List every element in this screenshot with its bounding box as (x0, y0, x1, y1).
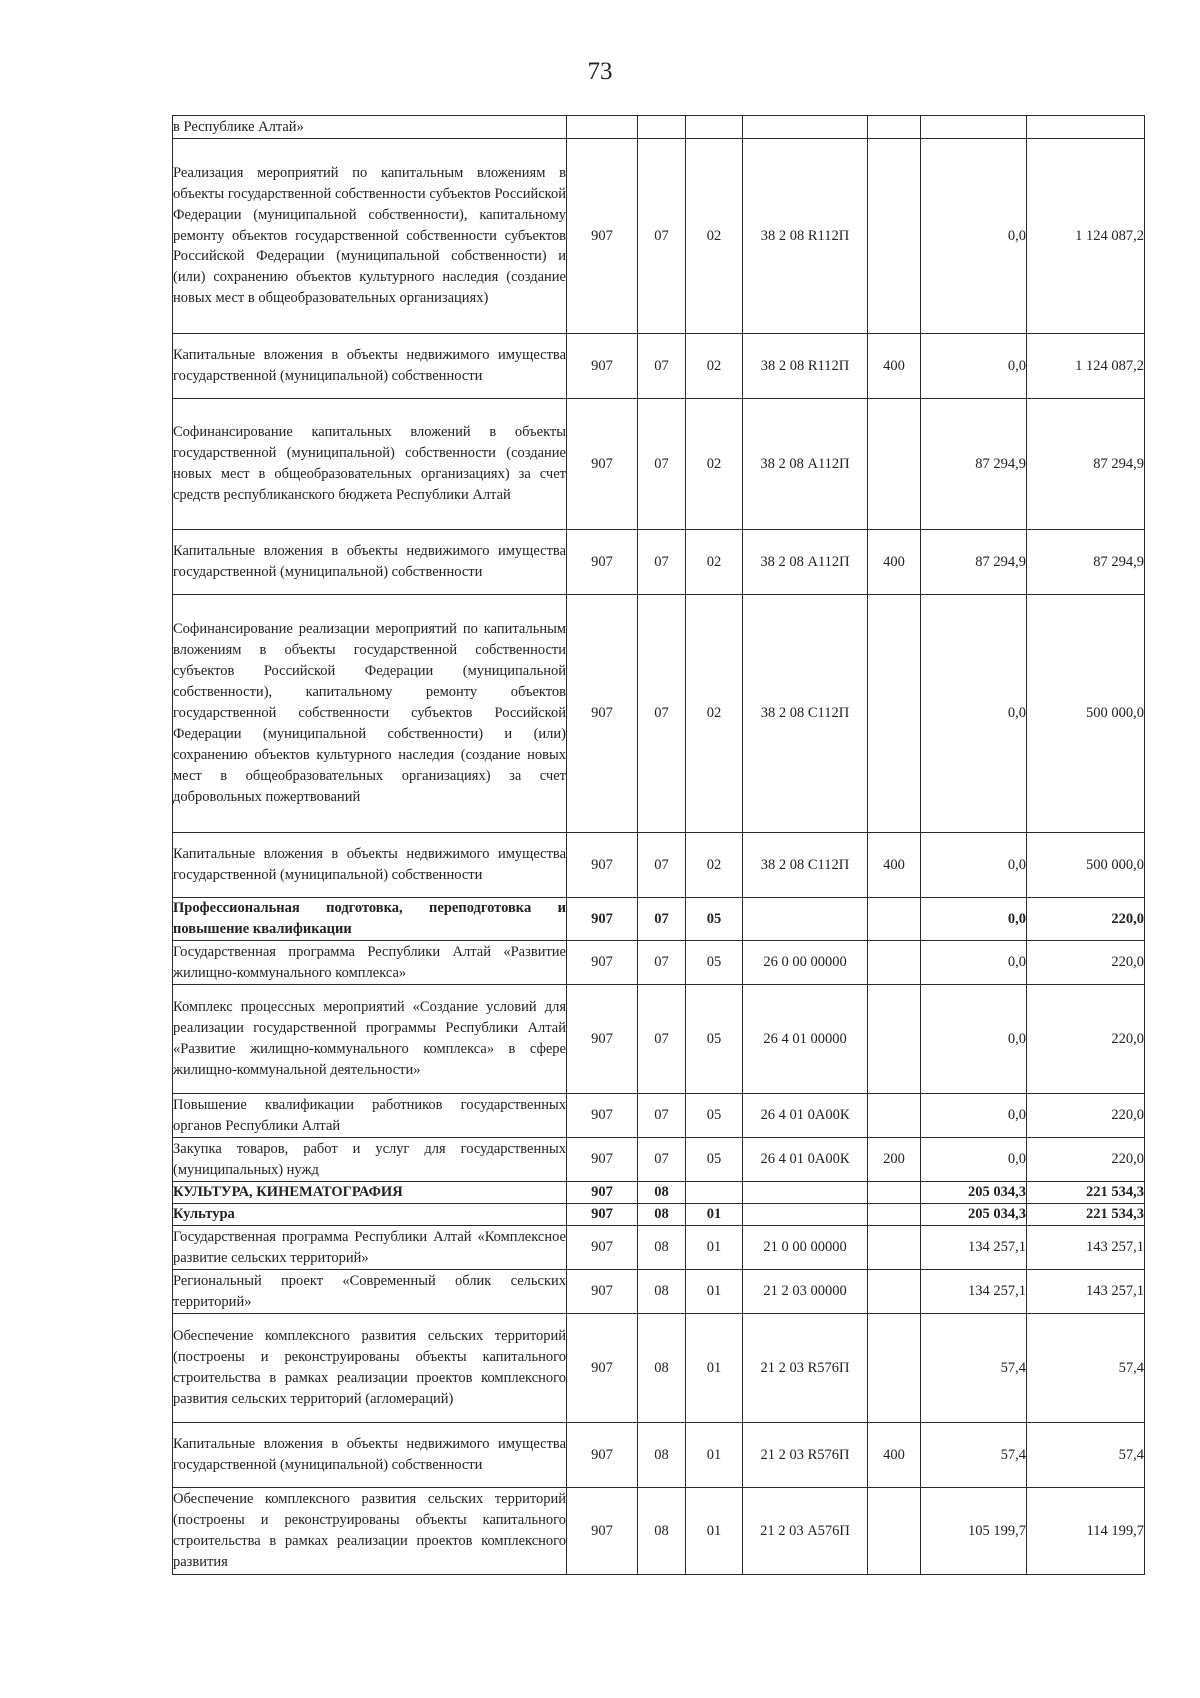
row-vr-cell (868, 1314, 921, 1423)
row-name-cell: Комплекс процессных мероприятий «Создание условий для реализации государственной программы Республики Алтай «Развитие жилищно-коммунального комплекса» в сфере жилищно-коммунальной деятельности» (173, 985, 567, 1094)
row-rz-cell: 07 (638, 399, 686, 530)
row-csr-cell: 38 2 08 R112П (743, 139, 868, 334)
table-row (173, 1094, 1145, 1138)
table-row (173, 1423, 1145, 1488)
row-sum1-cell: 0,0 (921, 985, 1027, 1094)
row-sum1-cell: 0,0 (921, 595, 1027, 833)
row-gr-cell (567, 116, 638, 139)
row-sum2-cell: 220,0 (1027, 1094, 1145, 1138)
row-pr-cell: 01 (686, 1204, 743, 1226)
row-name-cell: Повышение квалификации работников государственных органов Республики Алтай (173, 1094, 567, 1138)
row-pr-cell: 05 (686, 898, 743, 941)
row-sum2-cell: 221 534,3 (1027, 1204, 1145, 1226)
table-row (173, 595, 1145, 833)
table-row (173, 833, 1145, 898)
row-pr-cell: 05 (686, 985, 743, 1094)
row-rz-cell: 07 (638, 1138, 686, 1182)
row-rz-cell: 07 (638, 1094, 686, 1138)
table-row (173, 139, 1145, 334)
row-gr-cell: 907 (567, 334, 638, 399)
row-sum1-cell: 0,0 (921, 1094, 1027, 1138)
row-gr-cell: 907 (567, 941, 638, 985)
row-sum1-cell: 205 034,3 (921, 1182, 1027, 1204)
row-vr-cell: 400 (868, 530, 921, 595)
row-name-cell: Софинансирование капитальных вложений в объекты государственной (муниципальной) собственности (создание новых мест в общеобразовательных организациях) за счет средств республиканского бюджета Республики Алтай (173, 399, 567, 530)
row-sum2-cell: 1 124 087,2 (1027, 139, 1145, 334)
row-pr-cell: 02 (686, 595, 743, 833)
row-rz-cell: 07 (638, 985, 686, 1094)
row-rz-cell: 07 (638, 595, 686, 833)
row-name-cell: Региональный проект «Современный облик сельских территорий» (173, 1270, 567, 1314)
row-pr-cell (686, 1182, 743, 1204)
row-csr-cell: 26 4 01 0А00К (743, 1094, 868, 1138)
row-gr-cell: 907 (567, 1182, 638, 1204)
row-sum2-cell: 220,0 (1027, 898, 1145, 941)
row-vr-cell (868, 139, 921, 334)
row-rz-cell: 08 (638, 1204, 686, 1226)
row-sum2-cell: 57,4 (1027, 1423, 1145, 1488)
row-rz-cell: 07 (638, 139, 686, 334)
row-sum1-cell: 134 257,1 (921, 1226, 1027, 1270)
row-sum1-cell: 0,0 (921, 139, 1027, 334)
row-sum2-cell: 220,0 (1027, 941, 1145, 985)
row-name-cell: Обеспечение комплексного развития сельских территорий (построены и реконструированы объекты капитального строительства в рамках реализации проектов комплексного развития сельских территорий (агломераций) (173, 1314, 567, 1423)
row-sum2-cell: 87 294,9 (1027, 399, 1145, 530)
row-rz-cell: 08 (638, 1314, 686, 1423)
row-gr-cell: 907 (567, 1204, 638, 1226)
table-row (173, 898, 1145, 941)
row-gr-cell: 907 (567, 1226, 638, 1270)
row-pr-cell: 01 (686, 1314, 743, 1423)
row-sum1-cell: 0,0 (921, 1138, 1027, 1182)
row-pr-cell: 01 (686, 1423, 743, 1488)
row-pr-cell: 05 (686, 1094, 743, 1138)
row-csr-cell: 21 2 03 А576П (743, 1488, 868, 1575)
row-name-cell: Капитальные вложения в объекты недвижимого имущества государственной (муниципальной) собственности (173, 334, 567, 399)
row-gr-cell: 907 (567, 833, 638, 898)
row-rz-cell: 08 (638, 1182, 686, 1204)
row-gr-cell: 907 (567, 1488, 638, 1575)
row-csr-cell (743, 898, 868, 941)
row-name-cell: Профессиональная подготовка, переподготовка и повышение квалификации (173, 898, 567, 941)
row-pr-cell: 01 (686, 1488, 743, 1575)
row-gr-cell: 907 (567, 898, 638, 941)
row-vr-cell: 400 (868, 334, 921, 399)
table-row (173, 1204, 1145, 1226)
row-vr-cell (868, 898, 921, 941)
row-rz-cell: 07 (638, 833, 686, 898)
row-rz-cell (638, 116, 686, 139)
table-row (173, 1182, 1145, 1204)
row-gr-cell: 907 (567, 139, 638, 334)
row-gr-cell: 907 (567, 1094, 638, 1138)
row-pr-cell: 01 (686, 1270, 743, 1314)
table-row (173, 334, 1145, 399)
row-name-cell: Капитальные вложения в объекты недвижимого имущества государственной (муниципальной) собственности (173, 530, 567, 595)
row-sum1-cell: 105 199,7 (921, 1488, 1027, 1575)
row-pr-cell: 05 (686, 1138, 743, 1182)
row-name-cell: Культура (173, 1204, 567, 1226)
row-sum1-cell: 134 257,1 (921, 1270, 1027, 1314)
row-name-cell: КУЛЬТУРА, КИНЕМАТОГРАФИЯ (173, 1182, 567, 1204)
table-row (173, 1226, 1145, 1270)
row-vr-cell: 400 (868, 1423, 921, 1488)
row-csr-cell: 21 2 03 R576П (743, 1423, 868, 1488)
table-row (173, 1488, 1145, 1575)
row-rz-cell: 08 (638, 1488, 686, 1575)
table-row (173, 985, 1145, 1094)
row-vr-cell (868, 941, 921, 985)
row-sum1-cell: 57,4 (921, 1314, 1027, 1423)
row-sum2-cell: 220,0 (1027, 1138, 1145, 1182)
row-csr-cell: 21 0 00 00000 (743, 1226, 868, 1270)
row-sum2-cell: 500 000,0 (1027, 595, 1145, 833)
budget-table-body (173, 116, 1145, 1575)
row-pr-cell: 02 (686, 833, 743, 898)
row-sum1-cell: 87 294,9 (921, 399, 1027, 530)
row-gr-cell: 907 (567, 985, 638, 1094)
row-csr-cell: 26 4 01 0А00К (743, 1138, 868, 1182)
table-row (173, 1138, 1145, 1182)
row-pr-cell: 05 (686, 941, 743, 985)
row-sum2-cell: 221 534,3 (1027, 1182, 1145, 1204)
row-pr-cell: 02 (686, 530, 743, 595)
row-name-cell: Государственная программа Республики Алтай «Развитие жилищно-коммунального комплекса» (173, 941, 567, 985)
row-csr-cell: 38 2 08 С112П (743, 833, 868, 898)
row-pr-cell: 01 (686, 1226, 743, 1270)
row-sum1-cell: 0,0 (921, 941, 1027, 985)
row-pr-cell (686, 116, 743, 139)
row-name-cell: Закупка товаров, работ и услуг для государственных (муниципальных) нужд (173, 1138, 567, 1182)
row-sum1-cell: 0,0 (921, 334, 1027, 399)
row-vr-cell (868, 116, 921, 139)
row-vr-cell: 400 (868, 833, 921, 898)
row-name-cell: Софинансирование реализации мероприятий по капитальным вложениям в объекты государственной собственности субъектов Российской Федерации (муниципальной собственности), капитальному ремонту объектов государственной собственности субъектов Российской Федерации (муниципальной собственности) и (или) сохранению объектов культурного наследия (создание новых мест в общеобразовательных организациях) за счет добровольных пожертвований (173, 595, 567, 833)
row-vr-cell (868, 399, 921, 530)
row-sum1-cell: 0,0 (921, 898, 1027, 941)
row-name-cell: Капитальные вложения в объекты недвижимого имущества государственной (муниципальной) собственности (173, 1423, 567, 1488)
row-csr-cell: 21 2 03 R576П (743, 1314, 868, 1423)
row-csr-cell: 38 2 08 R112П (743, 334, 868, 399)
row-gr-cell: 907 (567, 1314, 638, 1423)
table-row (173, 116, 1145, 139)
page-number: 73 (587, 58, 613, 85)
row-gr-cell: 907 (567, 1270, 638, 1314)
row-rz-cell: 07 (638, 530, 686, 595)
row-gr-cell: 907 (567, 530, 638, 595)
row-sum1-cell (921, 116, 1027, 139)
row-rz-cell: 08 (638, 1423, 686, 1488)
row-sum2-cell: 143 257,1 (1027, 1270, 1145, 1314)
row-csr-cell: 38 2 08 А112П (743, 530, 868, 595)
row-gr-cell: 907 (567, 1138, 638, 1182)
row-sum2-cell (1027, 116, 1145, 139)
row-rz-cell: 08 (638, 1270, 686, 1314)
row-csr-cell: 26 4 01 00000 (743, 985, 868, 1094)
row-gr-cell: 907 (567, 595, 638, 833)
table-row (173, 941, 1145, 985)
row-pr-cell: 02 (686, 334, 743, 399)
row-name-cell: Реализация мероприятий по капитальным вложениям в объекты государственной собственности субъектов Российской Федерации (муниципальной собственности), капитальному ремонту объектов государственной собственности субъектов Российской Федерации (муниципальной собственности) и (или) сохранению объектов культурного наследия (создание новых мест в общеобразовательных организациях) (173, 139, 567, 334)
row-vr-cell (868, 1094, 921, 1138)
row-vr-cell (868, 1270, 921, 1314)
row-rz-cell: 07 (638, 334, 686, 399)
row-rz-cell: 07 (638, 941, 686, 985)
row-vr-cell (868, 595, 921, 833)
row-sum2-cell: 57,4 (1027, 1314, 1145, 1423)
row-csr-cell (743, 1204, 868, 1226)
row-rz-cell: 07 (638, 898, 686, 941)
row-sum2-cell: 500 000,0 (1027, 833, 1145, 898)
row-sum2-cell: 114 199,7 (1027, 1488, 1145, 1575)
row-name-cell: Капитальные вложения в объекты недвижимого имущества государственной (муниципальной) собственности (173, 833, 567, 898)
row-sum1-cell: 87 294,9 (921, 530, 1027, 595)
table-row (173, 399, 1145, 530)
row-sum2-cell: 87 294,9 (1027, 530, 1145, 595)
row-sum1-cell: 205 034,3 (921, 1204, 1027, 1226)
row-sum2-cell: 143 257,1 (1027, 1226, 1145, 1270)
row-vr-cell (868, 1488, 921, 1575)
row-sum2-cell: 1 124 087,2 (1027, 334, 1145, 399)
row-gr-cell: 907 (567, 1423, 638, 1488)
row-rz-cell: 08 (638, 1226, 686, 1270)
row-csr-cell: 26 0 00 00000 (743, 941, 868, 985)
row-csr-cell: 21 2 03 00000 (743, 1270, 868, 1314)
row-vr-cell (868, 1204, 921, 1226)
row-name-cell: Обеспечение комплексного развития сельских территорий (построены и реконструированы объекты капитального строительства в рамках реализации проектов комплексного развития (173, 1488, 567, 1575)
row-pr-cell: 02 (686, 399, 743, 530)
row-csr-cell (743, 1182, 868, 1204)
row-csr-cell: 38 2 08 С112П (743, 595, 868, 833)
row-name-cell: в Республике Алтай» (173, 116, 567, 139)
row-name-cell: Государственная программа Республики Алтай «Комплексное развитие сельских территорий» (173, 1226, 567, 1270)
table-row (173, 530, 1145, 595)
row-sum2-cell: 220,0 (1027, 985, 1145, 1094)
budget-table (172, 115, 1145, 1575)
row-csr-cell (743, 116, 868, 139)
table-row (173, 1314, 1145, 1423)
row-vr-cell (868, 1182, 921, 1204)
row-vr-cell (868, 1226, 921, 1270)
row-gr-cell: 907 (567, 399, 638, 530)
row-sum1-cell: 57,4 (921, 1423, 1027, 1488)
row-vr-cell (868, 985, 921, 1094)
row-csr-cell: 38 2 08 А112П (743, 399, 868, 530)
row-sum1-cell: 0,0 (921, 833, 1027, 898)
row-pr-cell: 02 (686, 139, 743, 334)
row-vr-cell: 200 (868, 1138, 921, 1182)
table-row (173, 1270, 1145, 1314)
